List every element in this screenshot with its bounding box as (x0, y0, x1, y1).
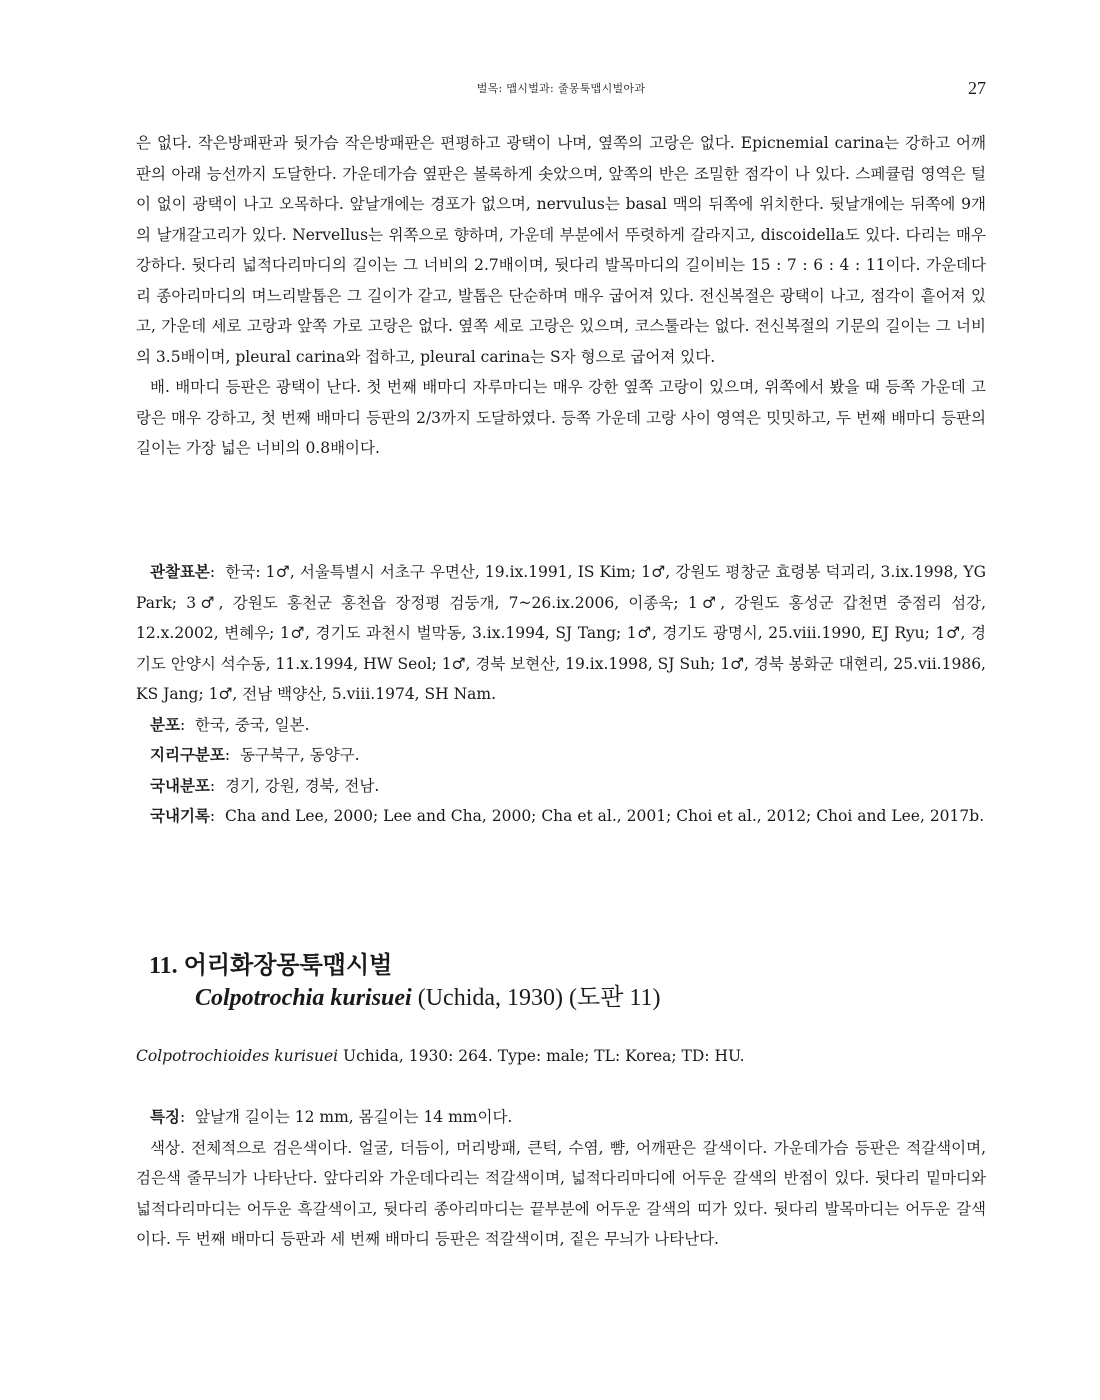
running-head: 벌목: 맵시벌과: 줄몽툭맵시벌아과 (476, 82, 646, 95)
domestic-paragraph: 국내분포: 경기, 강원, 경북, 전남. (150, 775, 380, 795)
description-block (136, 128, 986, 464)
species-heading-line2 (195, 982, 949, 1014)
species-korean-name: 어리화장몽툭맵시벌 (183, 953, 393, 979)
distribution-paragraph: 분포: 한국, 중국, 일본. (150, 714, 310, 734)
features-label: 특징 (150, 1107, 180, 1126)
specimens-label: 관찰표본 (150, 562, 210, 581)
page-header (136, 78, 986, 100)
features-text: 앞날개 길이는 12 mm, 몸길이는 14 mm이다. (195, 1108, 513, 1126)
color-paragraph: 색상. 전체적으로 검은색이다. 얼굴, 더듬이, 머리방패, 큰턱, 수염, 뺨, 어깨판은 갈색이다. 가운데가슴 등판은 적갈색이며, 검은색 줄무늬가 나타난다. 앞다리와 가운데다리는 적갈색이며, 넓적다리마디에 어두운 갈색의 반점이 있다. 뒷다리 밑마디와 넓적다리마디는 어두운 흑갈색이고, 뒷다리 종아리마디는 끝부분에 어두운 갈색의 띠가 있다. 뒷다리 발목마디는 어두운 갈색이다. 두 번째 배마디 등판과 세 번째 배마디 등판은 적갈색이며, 짙은 무늬가 나타난다. (136, 1138, 986, 1248)
synonym-block (136, 1041, 986, 1072)
distribution-text: 한국, 중국, 일본. (195, 715, 310, 734)
description-paragraph-2: 배. 배마디 등판은 광택이 난다. 첫 번째 배마디 자루마디는 매우 강한 옆쪽 고랑이 있으며, 위쪽에서 봤을 때 등쪽 가운데 고랑은 매우 강하고, 첫 번째 배마디 등판의 2/3까지 도달하였다. 등쪽 가운데 고랑 사이 영역은 밋밋하고, 두 번째 배마디 등판의 길이는 가장 넓은 너비의 0.8배이다. (136, 378, 986, 457)
zoogeo-paragraph: 지리구분포: 동구북구, 동양구. (150, 745, 360, 764)
synonym-name: Colpotrochioides kurisuei (136, 1047, 339, 1065)
page-number: 27 (968, 78, 986, 98)
specimens-paragraph: 관찰표본: 한국: 1♂, 서울특별시 서초구 우면산, 19.ix.1991, IS Kim; 1♂, 강원도 평창군 효령봉 덕괴리, 3.ix.1998, YG Park; 3♂, 강원도 홍천군 홍천읍 장정평 검둥개, 7~26.ix.2006, 이종욱; 1♂, 강원도 홍성군 갑천면 중점리 섬강, 12.x.2002, 변혜우; 1♂, 경기도 과천시 벌막동, 3.ix.1994, SJ Tang; 1♂, 경기도 광명시, 25.viii.1990, EJ Ryu; 1♂, 경기도 안양시 석수동, 11.x.1994, HW Seol; 1♂, 경북 보현산, 19.ix.1998, SJ Suh; 1♂, 경북 봉화군 대현리, 25.vii.1986, KS Jang; 1♂, 전남 백양산, 5.viii.1974, SH Nam. (136, 562, 987, 703)
species-heading (149, 950, 949, 1014)
records-block (136, 557, 986, 832)
species-heading-line1 (149, 950, 949, 982)
description-paragraph-1: 은 없다. 작은방패판과 뒷가슴 작은방패판은 편평하고 광택이 나며, 옆쪽의 고랑은 없다. Epicnemial carina는 강하고 어깨판의 아래 능선까지 도달한다. 가운데가슴 옆판은 볼록하게 솟았으며, 앞쪽의 반은 조밀한 점각이 나 있다. 스페큘럼 영역은 털이 없이 광택이 나고 오목하다. 앞날개에는 경포가 없으며, nervulus는 basal 맥의 뒤쪽에 위치한다. 뒷날개에는 뒤쪽에 9개의 날개갈고리가 있다. Nervellus는 위쪽으로 향하며, 가운데 부분에서 뚜렷하게 갈라지고, discoidella도 있다. 다리는 매우 강하다. 뒷다리 넓적다리마디의 길이는 그 너비의 2.7배이며, 뒷다리 발목마디의 길이비는 15 : 7 : 6 : 4 : 11이다. 가운데다리 종아리마디의 며느리발톱은 그 길이가 같고, 발톱은 단순하며 매우 굽어져 있다. 전신복절은 광택이 나고, 점각이 흩어져 있고, 가운데 세로 고랑과 앞쪽 가로 고랑은 없다. 옆쪽 세로 고랑은 있으며, 코스툴라는 없다. 전신복절의 기문의 길이는 그 너비의 3.5배이며, pleural carina와 접하고, pleural carina는 S자 형으로 굽어져 있다. (136, 134, 986, 366)
features-paragraph: 특징: 앞날개 길이는 12 mm, 몸길이는 14 mm이다. (150, 1107, 513, 1126)
features-block (136, 1102, 986, 1255)
species-plate: (도판 11) (569, 985, 661, 1011)
zoogeo-text: 동구북구, 동양구. (239, 746, 360, 764)
synonym-rest: Uchida, 1930: 264. Type: male; TL: Korea; TD: HU. (343, 1047, 745, 1065)
species-authority: (Uchida, 1930) (417, 985, 564, 1011)
domestic-records-text: Cha and Lee, 2000; Lee and Cha, 2000; Cha et al., 2001; Choi et al., 2012; Choi and Lee, 2017b. (224, 807, 985, 825)
specimens-text: 한국: 1♂, 서울특별시 서초구 우면산, 19.ix.1991, IS Kim; 1♂, 강원도 평창군 효령봉 덕괴리, 3.ix.1998, YG Park; 3♂, 강원도 홍천군 홍천읍 장정평 검둥개, 7~26.ix.2006, 이종욱; 1♂, 강원도 홍성군 갑천면 중점리 섬강, 12.x.2002, 변혜우; 1♂, 경기도 과천시 벌막동, 3.ix.1994, SJ Tang; 1♂, 경기도 광명시, 25.viii.1990, EJ Ryu; 1♂, 경기도 안양시 석수동, 11.x.1994, HW Seol; 1♂, 경북 보현산, 19.ix.1998, SJ Suh; 1♂, 경북 봉화군 대현리, 25.vii.1986, KS Jang; 1♂, 전남 백양산, 5.viii.1974, SH Nam. (136, 563, 987, 703)
domestic-label: 국내분포 (150, 775, 210, 795)
domestic-records-paragraph: 국내기록: Cha and Lee, 2000; Lee and Cha, 2000; Cha et al., 2001; Choi et al., 2012; Choi and Lee, 2017b. (150, 806, 985, 825)
domestic-text: 경기, 강원, 경북, 전남. (224, 776, 380, 795)
synonym-line (136, 1041, 986, 1072)
zoogeo-label: 지리구분포 (150, 745, 225, 764)
species-scientific-name: Colpotrochia kurisuei (195, 985, 412, 1011)
domestic-records-label: 국내기록 (150, 806, 210, 825)
distribution-label: 분포 (150, 714, 180, 734)
species-number: 11. (149, 953, 178, 979)
